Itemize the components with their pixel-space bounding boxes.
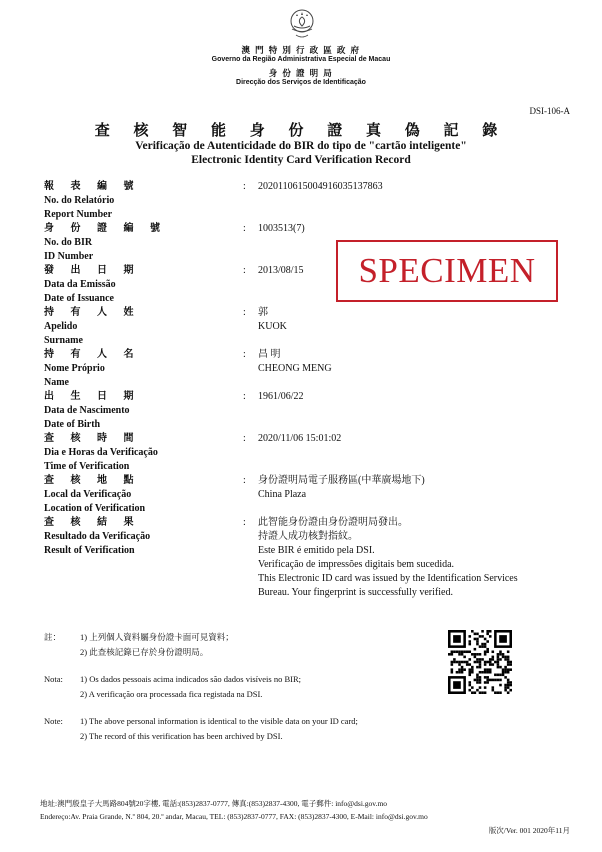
field-value-name: 昌 明 CHEONG MENG [258, 349, 332, 374]
title-en: Electronic Identity Card Verification Record [191, 154, 411, 166]
field-label-result-of-verification: 查 核 結 果 Resultado da Verificação Result of Verification [44, 517, 151, 556]
note-label-en: Note: [44, 716, 63, 726]
document-reference: DSI-106-A [529, 106, 570, 116]
field-value-time-of-verification: 2020/11/06 15:01:02 [258, 433, 342, 444]
field-value-id-number: 1003513(7) [258, 223, 305, 234]
version-label: 版次/Ver. 001 2020年11月 [488, 826, 570, 835]
field-colon: : [243, 349, 246, 360]
field-colon: : [243, 265, 246, 276]
field-label-time-of-verification: 查 核 時 間 Dia e Horas da Verificação Time of Verification [44, 433, 158, 472]
field-colon: : [243, 475, 246, 486]
qr-code [448, 630, 512, 694]
field-label-surname: 持 有 人 姓 Apelido Surname [44, 307, 141, 346]
note-lines-pt: 1) Os dados pessoais acima indicados são dados visíveis no BIR; 2) A verificação ora processada fica registada na DSI. [80, 674, 301, 699]
field-label-id-number: 身 份 證 編 號 No. do BIR ID Number [44, 223, 167, 262]
field-value-date-of-birth: 1961/06/22 [258, 391, 304, 402]
field-value-date-of-issuance: 2013/08/15 [258, 265, 304, 276]
field-label-report-number: 報 表 編 號 No. do Relatório Report Number [44, 181, 141, 220]
title-pt: Verificação de Autenticidade do BIR do tipo de "cartão inteligente" [135, 140, 467, 152]
footer-address-cn: 地址:澳門殷皇子大馬路804號20字樓, 電話:(853)2837-0777, 傳真:(853)2837-4300, 電子郵件: info@dsi.gov.mo [40, 799, 388, 808]
note-lines-cn: 1) 上列個人資料屬身份證卡面可見資料； 2) 此查核記錄已存於身份證明局。 [80, 632, 234, 657]
field-label-date-of-birth: 出 生 日 期 Data de Nascimento Date of Birth [44, 391, 141, 430]
macau-emblem-icon [289, 8, 315, 40]
specimen-stamp: SPECIMEN [336, 240, 558, 302]
field-value-report-number: 20201106150049160351378​63 [258, 181, 383, 192]
field-label-name: 持 有 人 名 Nome Próprio Name [44, 349, 141, 388]
field-value-location-of-verification: 身份證明局電子服務區(中華廣場地下) China Plaza [258, 475, 425, 500]
field-colon: : [243, 181, 246, 192]
field-value-surname: 郭 KUOK [258, 307, 287, 332]
note-label-cn: 註： [44, 632, 62, 642]
department-name-pt: Direcção dos Serviços de Identificação [236, 79, 366, 86]
note-label-pt: Nota: [44, 674, 63, 684]
field-colon: : [243, 517, 246, 528]
title-cn: 查 核 智 能 身 份 證 真 偽 記 錄 [94, 123, 508, 139]
field-colon: : [243, 391, 246, 402]
government-name-cn: 澳 門 特 別 行 政 區 政 府 [241, 45, 361, 55]
field-colon: : [243, 223, 246, 234]
field-colon: : [243, 433, 246, 444]
field-value-result-of-verification: 此智能身份證由身份證明局發出。 持證人成功核對指紋。 Este BIR é emitido pela DSI. Verificação de impressões digitais bem sucedida. This Electronic ID card was issued by the Identification Services Bureau. Your fingerprint is successfully verified. [258, 517, 518, 598]
note-lines-en: 1) The above personal information is identical to the visible data on your ID card; 2) The record of this verification has been archived by DSI. [80, 716, 358, 741]
department-name-cn: 身 份 證 明 局 [268, 68, 334, 78]
field-label-location-of-verification: 查 核 地 點 Local da Verificação Location of Verification [44, 475, 146, 514]
field-label-date-of-issuance: 發 出 日 期 Data da Emissão Date of Issuance [44, 265, 141, 304]
government-name-pt: Governo da Região Administrativa Especial de Macau [211, 56, 391, 63]
field-colon: : [243, 307, 246, 318]
footer-address-pt: Endereço:Av. Praia Grande, N.º 804, 20.º andar, Macau, TEL: (853)2837-0777, FAX: (853)2837-4300, E-Mail: info@dsi.gov.mo [40, 812, 428, 821]
